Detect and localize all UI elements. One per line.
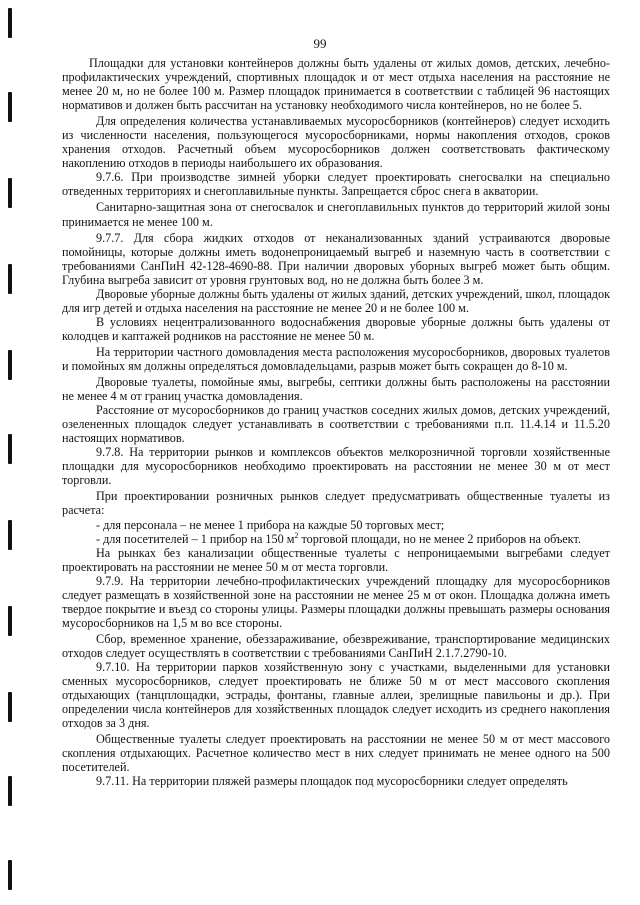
list-item-text: торговой площади, но не менее 2 приборов на объект.	[298, 531, 581, 546]
binding-mark	[8, 692, 12, 722]
superscript: 2	[294, 530, 299, 540]
paragraph: 9.7.8. На территории рынков и комплексов объектов мелкорозничной торговли хозяйственные площадки для мусоросборников необходимо проектировать на расстоянии не менее 30 м от мест торговли.	[62, 445, 610, 488]
binding-mark	[8, 8, 12, 38]
binding-mark	[8, 264, 12, 294]
list-item: - для персонала – не менее 1 прибора на каждые 50 торговых мест;	[96, 517, 445, 532]
paragraph: 9.7.10. На территории парков хозяйственную зону с участками, выделенными для установки сменных мусоросборников, следует проектировать не ближе 50 м от мест массового скопления отдыхающих (танцплощадки, эстрады, фонтаны, главные аллеи, зрелищные павильоны и др.). При определении числа контейнеров для хозяйственных площадок следует исходить из среднего накопления отходов за 3 дня.	[62, 659, 610, 731]
paragraph: Общественные туалеты следует проектировать на расстоянии не менее 50 м от мест массового скопления отдыхающих. Расчетное количество мест в них следует принимать не менее одного на 500 посетителей.	[62, 732, 610, 775]
paragraph: Расстояние от мусоросборников до границ участков соседних жилых домов, детских учреждений, озелененных площадок следует устанавливать в соответствии с требованиями п.п. 11.4.14 и 11.5.20 настоящих нормативов.	[62, 403, 610, 446]
page-number: 99	[313, 36, 327, 51]
paragraph: Площадки для установки контейнеров должны быть удалены от жилых домов, детских, лечебно-профилактических учреждений, спортивных площадок и от мест отдыха населения на расстояние не менее 20 м, но не более 100 м. Размер площадок принимается в соответствии с таблицей 96 настоящих нормативов и должен быть рассчитан на установку необходимого числа контейнеров, но не более 5.	[62, 56, 610, 113]
paragraph: Санитарно-защитная зона от снегосвалок и снегоплавильных пунктов до территорий жилой зоны принимается не менее 100 м.	[62, 200, 610, 229]
paragraph: 9.7.9. На территории лечебно-профилактических учреждений площадку для мусоросборников следует размещать в хозяйственной зоне на расстоянии не менее 25 м от окон. Площадка должна иметь твердое покрытие и въезд со стороны улицы. Размеры площадки должны превышать размеры основания мусоросборников на 1,5 м во все стороны.	[62, 573, 610, 630]
paragraph: Дворовые уборные должны быть удалены от жилых зданий, детских учреждений, школ, площадок для игр детей и отдыха населения на расстояние не менее 20 и не более 100 м.	[62, 286, 610, 315]
list-item-text: - для посетителей – 1 прибор на 150 м	[96, 531, 295, 546]
paragraph: В условиях нецентрализованного водоснабжения дворовые уборные должны быть удалены от колодцев и каптажей родников на расстояние не менее 50 м.	[62, 314, 610, 343]
binding-mark	[8, 606, 12, 636]
binding-mark	[8, 350, 12, 380]
binding-mark	[8, 178, 12, 208]
binding-mark	[8, 520, 12, 550]
binding-hole-marks	[0, 0, 14, 905]
paragraph: Для определения количества устанавливаемых мусоросборников (контейнеров) следует исходить из численности населения, пользующегося мусоросборниками, нормы накопления отходов, сроков хранения отходов. Расчетный объем мусоросборников должен соответствовать фактическому накоплению отходов в периоды наибольшего их образования.	[62, 114, 610, 171]
binding-mark	[8, 776, 12, 806]
list-item	[62, 532, 610, 546]
paragraph: 9.7.11. На территории пляжей размеры площадок под мусоросборники следует определять	[96, 774, 568, 789]
binding-mark	[8, 860, 12, 890]
binding-mark	[8, 434, 12, 464]
paragraph: 9.7.6. При производстве зимней уборки следует проектировать снегосвалки на специально отведенных территориях и снегоплавильные пункты. Запрещается сброс снега в акватории.	[62, 170, 610, 199]
paragraph: На рынках без канализации общественные туалеты с непроницаемыми выгребами следует проектировать на расстоянии не менее 50 м от места торговли.	[62, 545, 610, 574]
paragraph: 9.7.7. Для сбора жидких отходов от неканализованных зданий устраиваются дворовые помойницы, которые должны иметь водонепроницаемый выгреб и наземную часть в соответствии с требованиями СанПиН 42-128-4690-88. При наличии дворовых уборных выгреб может быть общим. Глубина выгреба зависит от уровня грунтовых вод, но не должна быть более 3 м.	[62, 230, 610, 287]
paragraph: Дворовые туалеты, помойные ямы, выгребы, септики должны быть расположены на расстоянии не менее 4 м от границ участка домовладения.	[62, 375, 610, 404]
paragraph: Сбор, временное хранение, обеззараживание, обезвреживание, транспортирование медицинских отходов следует осуществлять в соответствии с требованиями СанПиН 2.1.7.2790-10.	[62, 631, 610, 660]
paragraph: При проектировании розничных рынков следует предусматривать общественные туалеты из расчета:	[62, 489, 610, 518]
binding-mark	[8, 92, 12, 122]
paragraph: На территории частного домовладения места расположения мусоросборников, дворовых туалетов и помойных ям должны определяться домовладельцами, разрыв может быть сокращен до 8-10 м.	[62, 344, 610, 373]
document-text	[62, 56, 610, 788]
